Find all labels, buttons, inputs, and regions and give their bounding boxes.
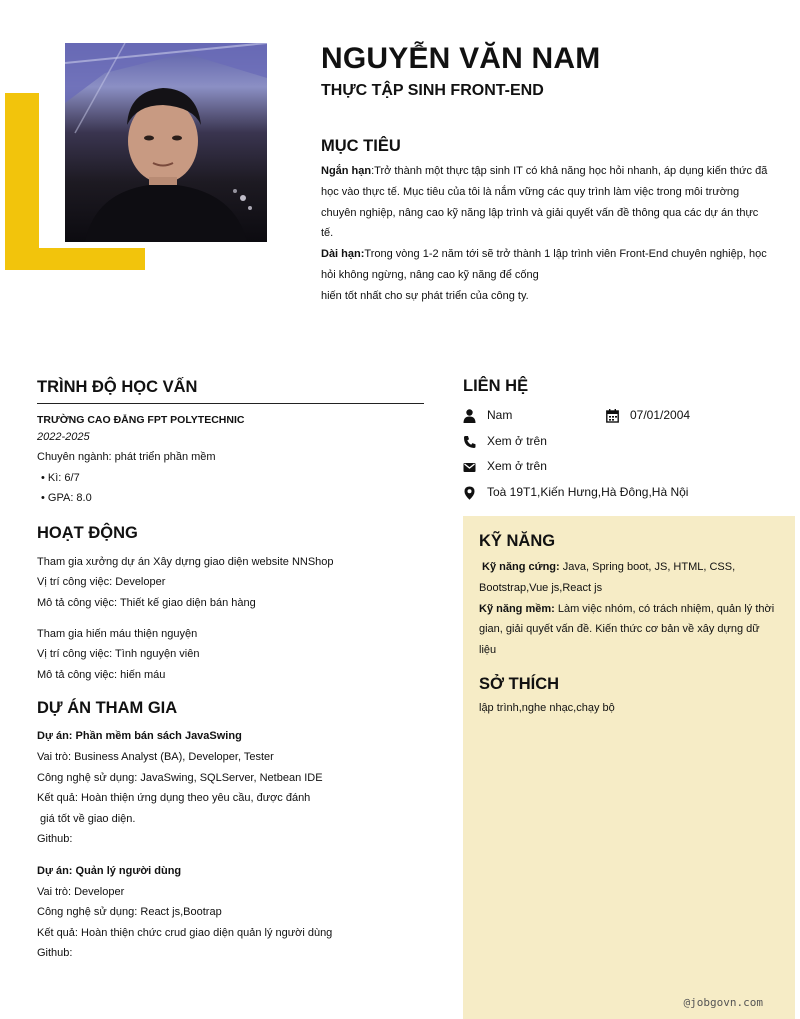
objective-long-label: Dài hạn:: [321, 248, 365, 261]
activity-item: [37, 624, 424, 686]
project-tech: Công nghệ sử dụng: React js,Bootrap: [37, 906, 222, 919]
soft-skills-label: Kỹ năng mềm:: [479, 602, 555, 615]
hobbies-text: lập trình,nghe nhạc,chạy bộ: [479, 701, 615, 714]
skills-panel: [463, 516, 795, 1019]
contact-email: Xem ở trên: [487, 459, 547, 473]
calendar-icon: [606, 409, 619, 423]
candidate-name: NGUYỄN VĂN NAM: [321, 42, 601, 75]
project-name: Dự án: Phần mềm bán sách JavaSwing: [37, 730, 242, 743]
contact-section: [463, 377, 793, 508]
project-result: Kết quả: Hoàn thiện ứng dụng theo yêu cầu, được đánh: [37, 792, 311, 805]
project-item: [37, 861, 424, 964]
contact-phone: Xem ở trên: [487, 433, 547, 448]
project-github: Github:: [37, 833, 73, 846]
skills-text: [479, 557, 779, 661]
project-tech: Công nghệ sử dụng: JavaSwing, SQLServer, Netbean IDE: [37, 771, 323, 784]
skills-title: KỸ NĂNG: [479, 532, 556, 550]
activities-title: HOẠT ĐỘNG: [37, 523, 138, 542]
contact-gender: Nam: [487, 408, 513, 422]
objective-text: [321, 161, 771, 307]
soft-skills-body: Làm việc nhóm, có trách nhiệm, quản lý thời gian, giải quyết vấn đề. Kiến thức cơ bản về xây dựng dữ liệu: [479, 602, 775, 657]
accent-bar-horizontal: [5, 248, 145, 270]
education-major: Chuyên ngành: phát triển phần mềm: [37, 451, 216, 463]
project-result-continued: giá tốt về giao diện.: [37, 812, 136, 825]
project-item: [37, 726, 424, 850]
projects-title: DỰ ÁN THAM GIA: [37, 699, 178, 718]
phone-icon: [463, 435, 476, 449]
contact-row-phone: [463, 432, 793, 458]
activity-desc: Mô tả công việc: Thiết kế giao diện bán hàng: [37, 596, 256, 609]
contact-address: Toà 19T1,Kiến Hưng,Hà Đông,Hà Nội: [487, 484, 689, 499]
objective-short-term: [321, 161, 771, 244]
profile-photo: [65, 43, 267, 242]
accent-bar-vertical: [5, 93, 39, 270]
watermark: @jobgovn.com: [683, 996, 763, 1009]
project-role: Vai trò: Business Analyst (BA), Developer, Tester: [37, 750, 274, 763]
project-role: Vai trò: Developer: [37, 885, 125, 898]
education-term: • Kì: 6/7: [41, 471, 80, 484]
soft-skills: [479, 599, 779, 661]
objective-long-term: [321, 244, 771, 286]
education-school: TRƯỜNG CAO ĐẲNG FPT POLYTECHNIC: [37, 414, 245, 426]
location-pin-icon: [463, 486, 476, 500]
left-column: [37, 378, 424, 964]
education-title: TRÌNH ĐỘ HỌC VẤN: [37, 378, 424, 404]
objective-long-body: Trong vòng 1-2 năm tới sẽ trở thành 1 lập trình viên Front-End chuyên nghiệp, học hỏi không ngừng, nâng cao kỹ năng để cống: [321, 248, 767, 281]
candidate-job-title: THỰC TẬP SINH FRONT-END: [321, 82, 544, 99]
activity-role: Vị trí công việc: Tình nguyện viên: [37, 648, 200, 661]
contact-dob: 07/01/2004: [630, 408, 691, 422]
hobbies-title: SỞ THÍCH: [479, 674, 560, 693]
email-icon: [463, 460, 476, 474]
activity-name: Tham gia xưởng dự án Xây dựng giao diện website NNShop: [37, 555, 334, 568]
contact-row-address: [463, 483, 793, 509]
project-github: Github:: [37, 947, 73, 960]
project-name: Dự án: Quản lý người dùng: [37, 864, 182, 877]
activity-name: Tham gia hiến máu thiện nguyện: [37, 627, 198, 640]
contact-title: LIÊN HỆ: [463, 377, 529, 395]
education-gpa: • GPA: 8.0: [41, 492, 92, 505]
hard-skills-body: Java, Spring boot, JS, HTML, CSS, Bootstrap,Vue js,React js: [479, 561, 736, 594]
contact-row-gender: [463, 406, 793, 432]
project-result: Kết quả: Hoàn thiện chức crud giao diện quản lý người dùng: [37, 926, 333, 939]
hard-skills-label: Kỹ năng cứng:: [479, 561, 560, 573]
objective-short-label: Ngắn hạn: [321, 165, 372, 177]
contact-row-email: [463, 457, 793, 483]
objective-short-body: :Trở thành một thực tập sinh IT có khả năng học hỏi nhanh, áp dụng kiến thức đã học vào thực tế. Mục tiêu của tôi là nắm vững các quy trình làm việc trong môi trường chuyên nghiệp, nâng cao kỹ năng lập trình và giải quyết vấn đề thông qua các dự án thực tế.: [321, 165, 768, 240]
objective-long-term-continued: hiến tốt nhất cho sự phát triển của công ty.: [321, 289, 529, 302]
person-icon: [463, 409, 476, 423]
activity-item: [37, 552, 424, 614]
activity-desc: Mô tả công việc: hiến máu: [37, 668, 166, 681]
activity-role: Vị trí công việc: Developer: [37, 576, 166, 589]
education-years: 2022-2025: [37, 431, 90, 443]
hard-skills: [479, 557, 779, 599]
objective-title: MỤC TIÊU: [321, 137, 401, 155]
